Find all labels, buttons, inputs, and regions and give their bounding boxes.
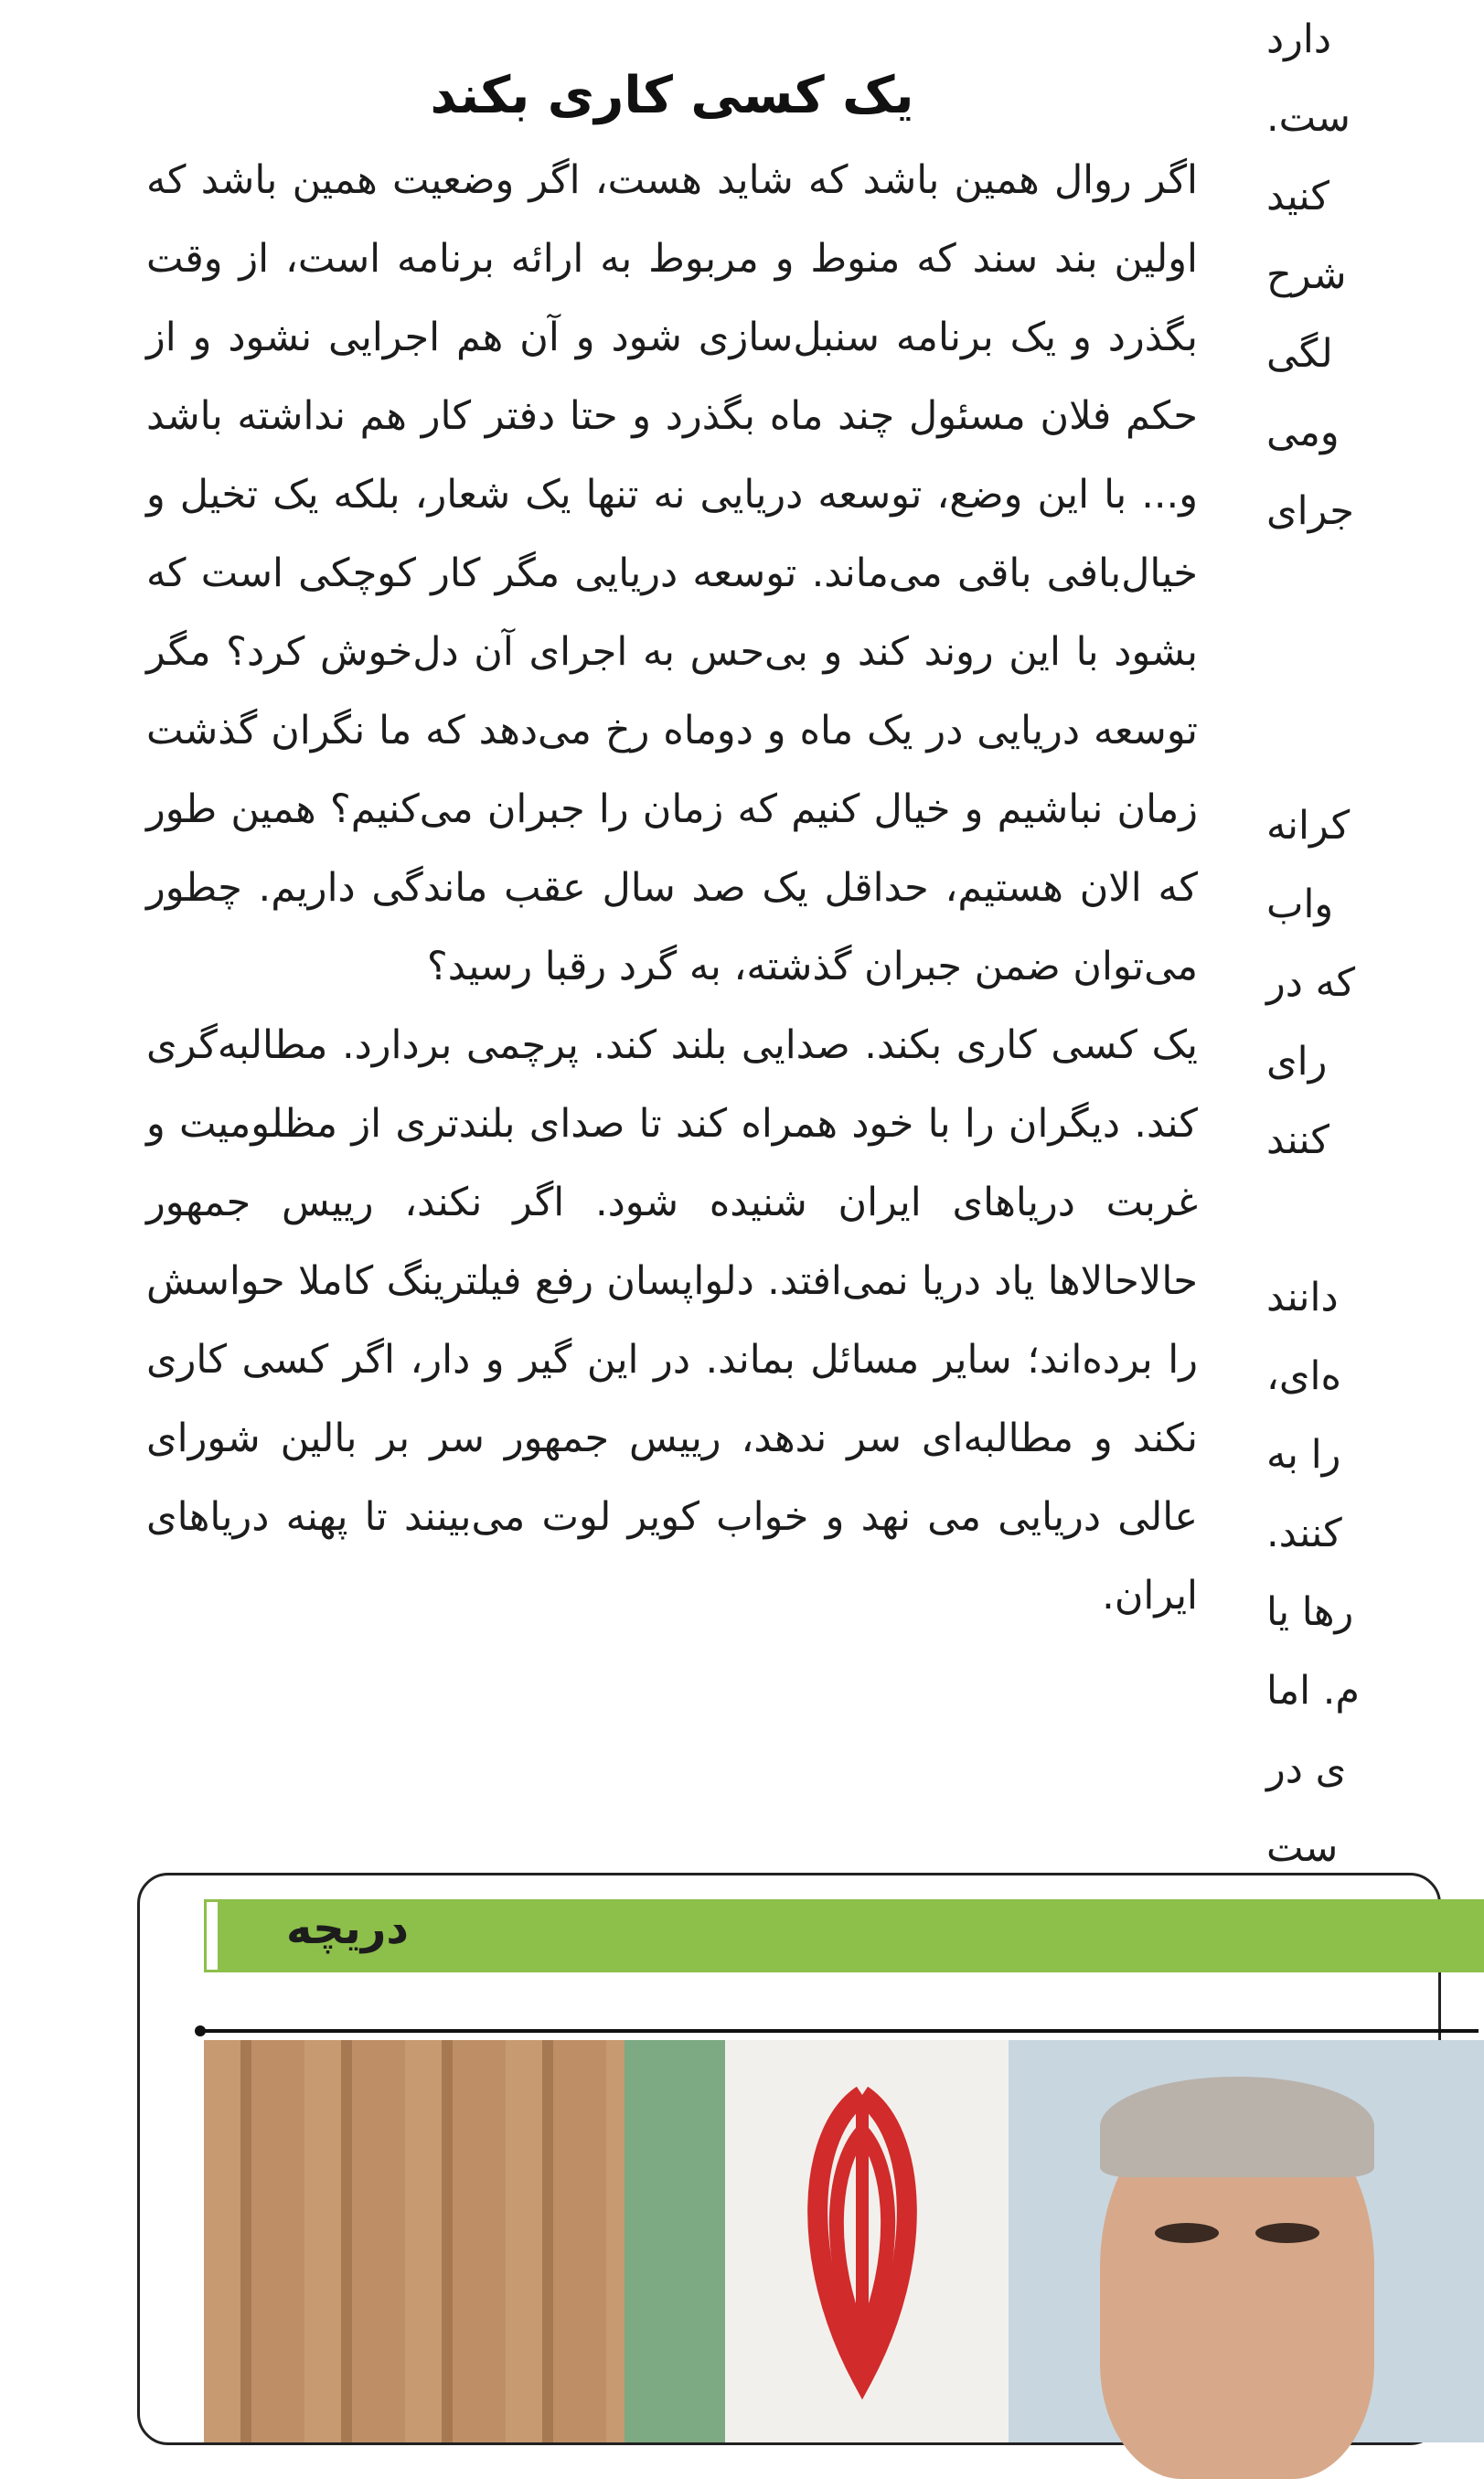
photo-hair — [1100, 2077, 1374, 2177]
side-line: رها یا — [1266, 1589, 1354, 1635]
side-line: واب — [1266, 882, 1334, 927]
side-line: ه‌ای، — [1266, 1353, 1342, 1399]
side-line: ی در — [1266, 1747, 1347, 1792]
side-line: م. اما — [1266, 1668, 1361, 1714]
window-box — [137, 1873, 1441, 2445]
title-notch — [204, 1899, 220, 1972]
box-title-bar — [204, 1899, 1484, 1972]
side-line: جرای — [1266, 488, 1354, 534]
side-line: ست. — [1266, 95, 1351, 141]
side-line: دارد — [1266, 16, 1332, 62]
side-line: کرانه — [1266, 803, 1351, 849]
side-line: را به — [1266, 1432, 1341, 1478]
adjacent-column — [1266, 0, 1372, 1871]
side-line: ست — [1266, 1825, 1339, 1871]
side-line: کنند — [1266, 1117, 1329, 1163]
side-line: ومی — [1266, 410, 1340, 455]
box-title: دریچه — [286, 1903, 409, 1954]
side-line: که در — [1266, 960, 1356, 1006]
side-line: کنید — [1266, 174, 1329, 219]
side-line: شرح — [1266, 252, 1347, 298]
photo-flag-stripe — [625, 2040, 725, 2442]
main-article — [146, 55, 1198, 1635]
article-paragraph-2: یک کسی کاری بکند. صدایی بلند کند. پرچمی بردارد. مطالبه‌گری کند. دیگران را با خود همراه کند تا صدای بلندتری از مظلومیت و غربت دریاهای ایران شنیده شود. اگر نکند، رییس جمهور حالاحالاها یاد دریا نمی‌افتد. دلواپسان رفع فیلترینگ کاملا حواسش را برده‌اند؛ سایر مسائل بماند. در این گیر و دار، اگر کسی کاری نکند و مطالبه‌ای سر ندهد، رییس جمهور سر بر بالین شورای عالی دریایی می نهد و خواب کویر لوت می‌بینند تا پهنه دریاهای ایران. — [146, 1022, 1198, 1619]
photo-eye — [1155, 2223, 1219, 2243]
article-headline: یک کسی کاری بکند — [430, 66, 914, 125]
box-divider — [198, 2029, 1479, 2033]
news-photo — [204, 2040, 1484, 2442]
photo-eye — [1255, 2223, 1319, 2243]
side-line: کنند. — [1266, 1511, 1342, 1556]
flag-emblem-icon — [771, 2077, 954, 2406]
side-line: دانند — [1266, 1275, 1339, 1320]
photo-wood-panel — [204, 2040, 625, 2442]
side-line: لگی — [1266, 331, 1333, 377]
article-paragraph-1: اگر روال همین باشد که شاید هست، اگر وضعیت همین باشد که اولین بند سند که منوط و مربوط به ارائه برنامه است، از وقت بگذرد و یک برنامه سنبل‌سازی شود و آن هم اجرایی نشود و از حکم فلان مسئول چند ماه بگذرد و حتا دفتر کار هم نداشته باشد و... با این وضع، توسعه دریایی نه تنها یک شعار، بلکه یک تخیل و خیال‌بافی باقی می‌ماند. توسعه دریایی مگر کار کوچکی است که بشود با این روند کند و بی‌حس به اجرای آن دل‌خوش کرد؟ مگر توسعه دریایی در یک ماه و دوماه رخ می‌دهد که ما نگران گذشت زمان نباشیم و خیال کنیم که زمان را جبران می‌کنیم؟ همین طور که الان هستیم، حداقل یک صد سال عقب ماندگی داریم. چطور می‌توان ضمن جبران گذشته، به گرد رقبا رسید؟ — [146, 157, 1198, 989]
side-line: رای — [1266, 1039, 1328, 1085]
